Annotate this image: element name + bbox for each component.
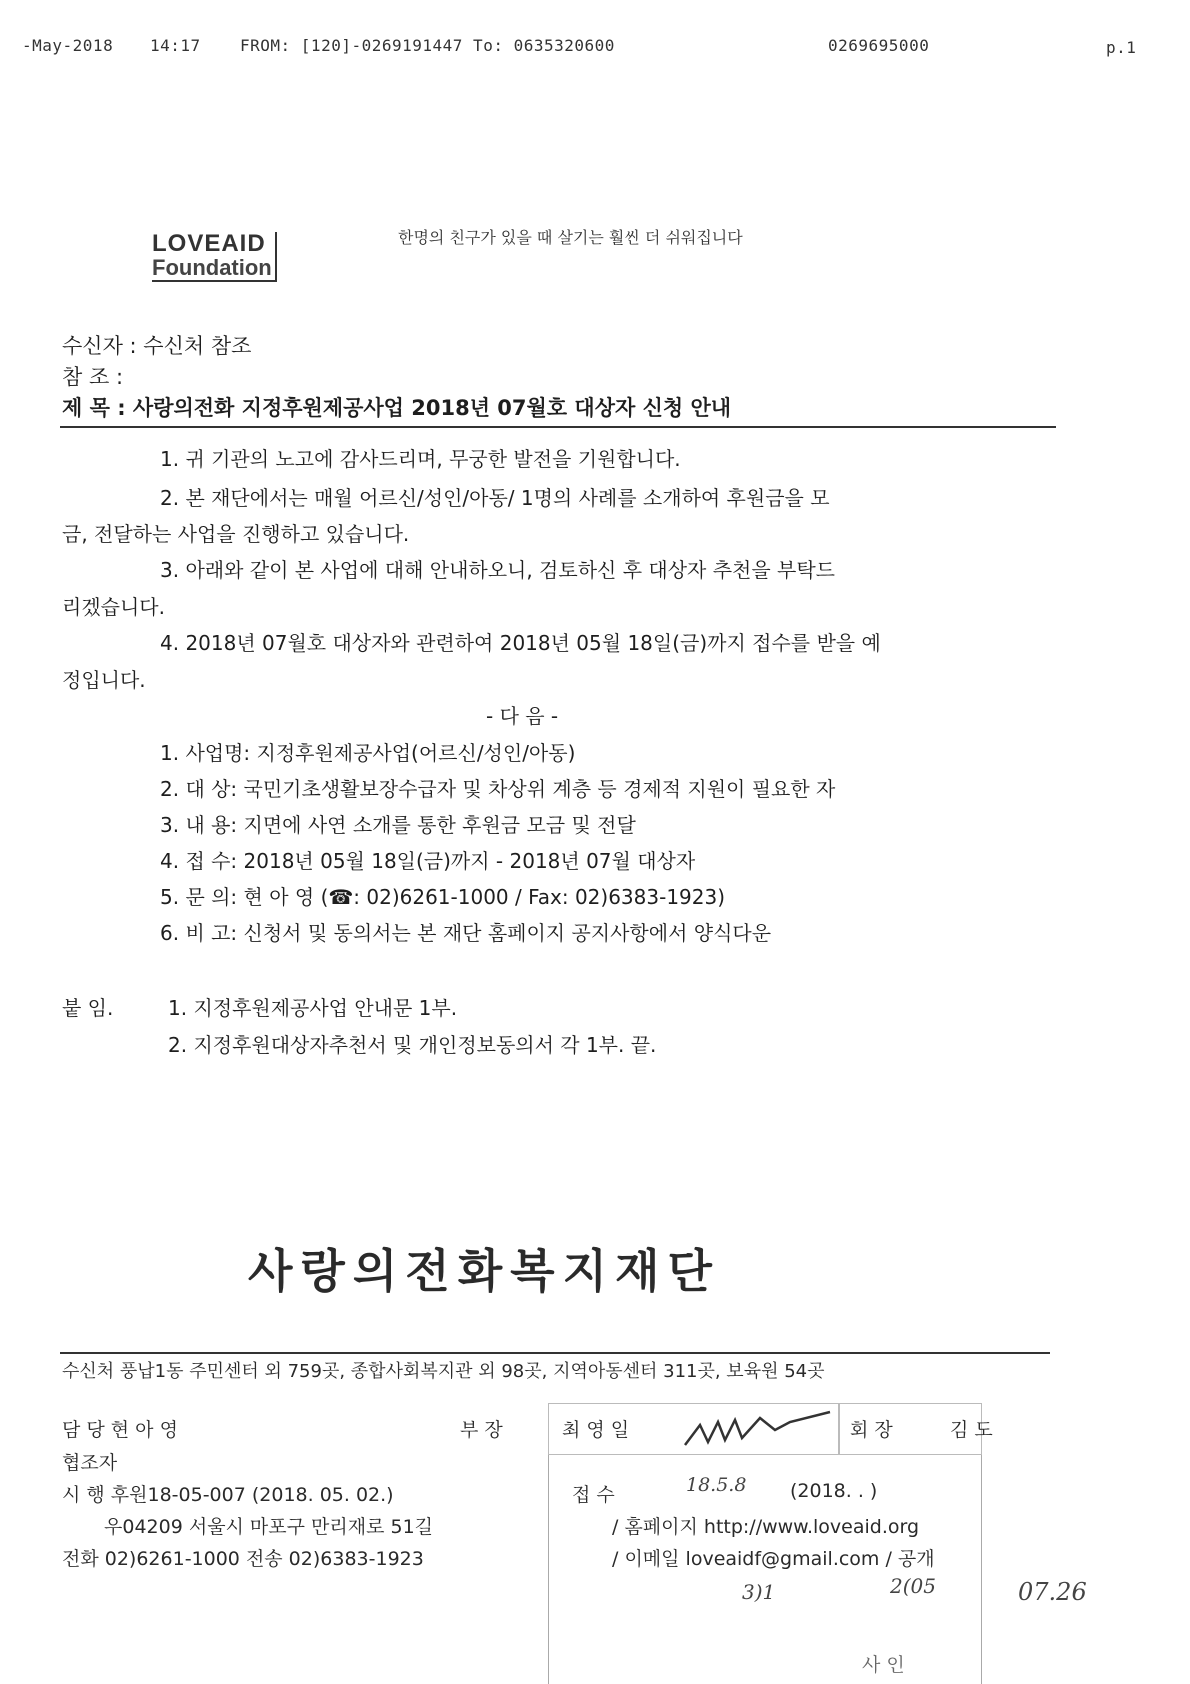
recipients-list: 수신처 풍납1동 주민센터 외 759곳, 종합사회복지관 외 98곳, 지역아동센터 311곳, 보육원 54곳 (62, 1361, 825, 1382)
paragraph-3a: 3. 아래와 같이 본 사업에 대해 안내하오니, 검토하신 후 대상자 추천을 부탁드 (160, 558, 835, 582)
item-3: 3. 내 용: 지면에 사연 소개를 통한 후원금 모금 및 전달 (160, 813, 636, 837)
recipient-row (62, 330, 251, 360)
reference-label: 참 조 (62, 365, 110, 389)
document-number: 시 행 후원18-05-007 (2018. 05. 02.) (62, 1484, 394, 1506)
receipt-handwritten: 18.5.8 (686, 1474, 747, 1496)
dept-head-label: 부 장 (460, 1419, 503, 1441)
fax-time: 14:17 (150, 36, 201, 55)
recipient-label: 수신자 (62, 334, 123, 358)
dept-head-name: 최 영 일 (562, 1419, 630, 1441)
signature-scribble (680, 1400, 840, 1460)
hand-note-2: 2(05 (890, 1574, 936, 1598)
phone-fax: 전화 02)6261-1000 전송 02)6383-1923 (62, 1548, 424, 1570)
item-4: 4. 접 수: 2018년 05월 18일(금)까지 - 2018년 07월 대상자 (160, 849, 696, 873)
subject-label: 제 목 (62, 396, 110, 420)
receipt-date: (2018. . ) (790, 1480, 878, 1502)
stamp-text: 사 인 (862, 1654, 905, 1676)
logo-line1: LOVEAID (152, 230, 266, 257)
chair-label: 회 장 (850, 1419, 893, 1441)
recipient-value: : 수신처 참조 (129, 334, 252, 358)
manager: 담 당 현 아 영 (62, 1419, 178, 1441)
subject-row (62, 392, 731, 422)
logo-line2: Foundation (152, 255, 272, 280)
item-6: 6. 비 고: 신청서 및 동의서는 본 재단 홈페이지 공지사항에서 양식다운 (160, 921, 772, 945)
item-2: 2. 대 상: 국민기초생활보장수급자 및 차상위 계층 등 경제적 지원이 필요한 자 (160, 777, 836, 801)
paragraph-2b: 금, 전달하는 사업을 진행하고 있습니다. (62, 522, 410, 546)
subject-value: : 사랑의전화 지정후원제공사업 2018년 07월호 대상자 신청 안내 (117, 396, 732, 420)
paragraph-2a: 2. 본 재단에서는 매월 어르신/성인/아동/ 1명의 사례를 소개하여 후원금을 모 (160, 486, 830, 510)
address: 우04209 서울시 마포구 만리재로 51길 (104, 1516, 434, 1538)
footer-divider (60, 1352, 1050, 1354)
loveaid-logo (152, 232, 277, 282)
fax-number: 0269695000 (828, 36, 930, 55)
paragraph-4a: 4. 2018년 07월호 대상자와 관련하여 2018년 05월 18일(금)까지 접수를 받을 예 (160, 631, 881, 655)
reference-value: : (115, 365, 124, 389)
slogan: 한명의 친구가 있을 때 살기는 훨씬 더 쉬워집니다 (398, 228, 743, 247)
foundation-name: 사랑의전화복지재단 (248, 1244, 720, 1298)
item-5: 5. 문 의: 현 아 영 (☎: 02)6261-1000 / Fax: 02)6383-1923) (160, 885, 726, 909)
fax-date: -May-2018 (22, 36, 114, 55)
hand-note-1: 3)1 (742, 1580, 776, 1604)
receipt-label: 접 수 (572, 1484, 615, 1506)
paragraph-1: 1. 귀 기관의 노고에 감사드리며, 무궁한 발전을 기원합니다. (160, 447, 681, 471)
header-divider (60, 426, 1056, 428)
paragraph-4b: 정입니다. (62, 668, 146, 692)
attachments-label: 붙 임. (62, 996, 114, 1020)
fax-page: p.1 (1106, 38, 1137, 57)
chair-name: 김 도 (950, 1419, 993, 1441)
attachment-1: 1. 지정후원제공사업 안내문 1부. (168, 996, 458, 1020)
cooperator: 협조자 (62, 1452, 118, 1474)
hand-note-3: 07.26 (1018, 1578, 1087, 1606)
email: / 이메일 loveaidf@gmail.com / 공개 (612, 1548, 935, 1570)
fax-from-to: FROM: [120]-0269191447 To: 0635320600 (240, 36, 615, 55)
paragraph-3b: 리겠습니다. (62, 595, 165, 619)
attachment-2: 2. 지정후원대상자추천서 및 개인정보동의서 각 1부. 끝. (168, 1033, 657, 1057)
reference-row (62, 361, 123, 391)
section-heading: - 다 음 - (486, 704, 559, 728)
homepage: / 홈페이지 http://www.loveaid.org (612, 1516, 920, 1538)
item-1: 1. 사업명: 지정후원제공사업(어르신/성인/아동) (160, 741, 576, 765)
